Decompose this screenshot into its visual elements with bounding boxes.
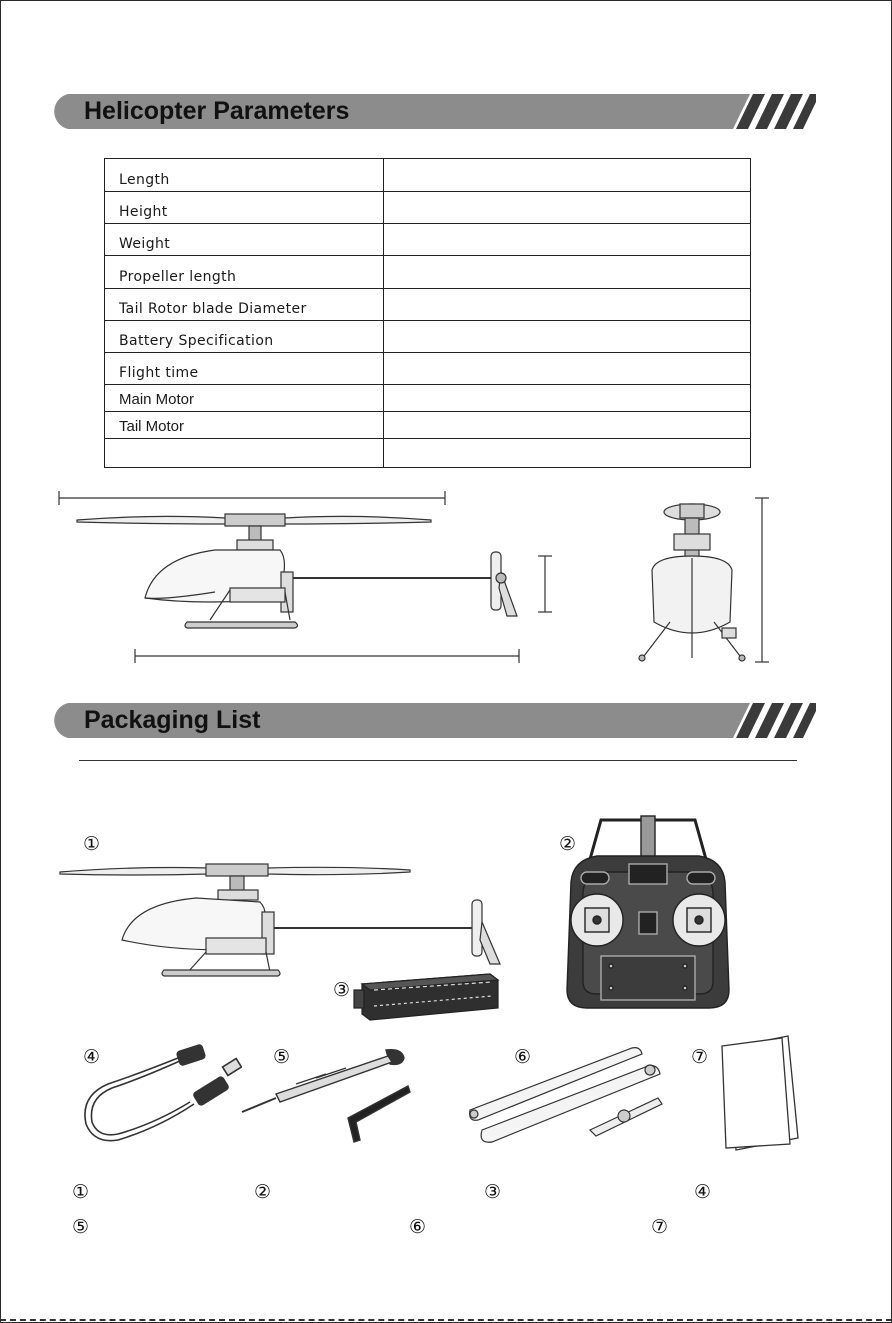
table-row <box>105 412 751 439</box>
divider-line <box>79 760 797 761</box>
table-row <box>105 256 751 289</box>
legend-marker: ④ <box>694 1181 712 1203</box>
param-value <box>383 159 750 192</box>
usb-cable-illustration <box>78 1044 242 1148</box>
item-marker: ⑦ <box>691 1046 709 1068</box>
param-label: Tail Rotor blade Diameter <box>105 289 384 321</box>
table-row <box>105 321 751 353</box>
legend-marker: ③ <box>484 1181 502 1203</box>
item-marker: ② <box>559 833 577 855</box>
parameters-table <box>104 158 751 468</box>
param-label: Flight time <box>105 353 384 385</box>
item-marker: ⑥ <box>514 1046 532 1068</box>
param-label: Tail Motor <box>105 412 384 439</box>
helicopter-illustration <box>56 852 512 982</box>
table-row <box>105 385 751 412</box>
table-row <box>105 353 751 385</box>
param-label: Propeller length <box>105 256 384 289</box>
param-value <box>383 321 750 353</box>
param-label: Battery Specification <box>105 321 384 353</box>
page-cut-line <box>0 1319 892 1321</box>
section-title: Helicopter Parameters <box>84 97 350 125</box>
helicopter-side-view-drawing <box>55 488 555 668</box>
section-title: Packaging List <box>84 706 261 734</box>
legend-marker: ⑥ <box>409 1216 427 1238</box>
parameters-header <box>50 94 816 134</box>
param-label: Weight <box>105 224 384 256</box>
item-marker: ③ <box>333 979 351 1001</box>
helicopter-front-view-drawing <box>630 494 780 670</box>
table-row <box>105 439 751 468</box>
param-value <box>383 353 750 385</box>
table-row <box>105 159 751 192</box>
legend-marker: ② <box>254 1181 272 1203</box>
packaging-header <box>50 703 816 743</box>
legend-marker: ⑦ <box>651 1216 669 1238</box>
param-value <box>383 256 750 289</box>
param-value <box>383 289 750 321</box>
table-row <box>105 224 751 256</box>
screwdriver-illustration <box>236 1044 414 1152</box>
item-marker: ⑤ <box>273 1046 291 1068</box>
param-value <box>383 224 750 256</box>
item-marker: ④ <box>83 1046 101 1068</box>
battery-illustration <box>352 970 502 1024</box>
param-label: Length <box>105 159 384 192</box>
legend-marker: ① <box>72 1181 90 1203</box>
param-label: Height <box>105 192 384 224</box>
param-value <box>383 385 750 412</box>
param-value <box>383 412 750 439</box>
param-value <box>383 439 750 468</box>
param-value <box>383 192 750 224</box>
table-row <box>105 192 751 224</box>
rotor-blades-illustration <box>462 1042 666 1146</box>
transmitter-illustration <box>557 812 739 1014</box>
manual-illustration <box>718 1034 802 1154</box>
param-label: Main Motor <box>105 385 384 412</box>
table-row <box>105 289 751 321</box>
param-label <box>105 439 384 468</box>
legend-marker: ⑤ <box>72 1216 90 1238</box>
item-marker: ① <box>83 833 101 855</box>
